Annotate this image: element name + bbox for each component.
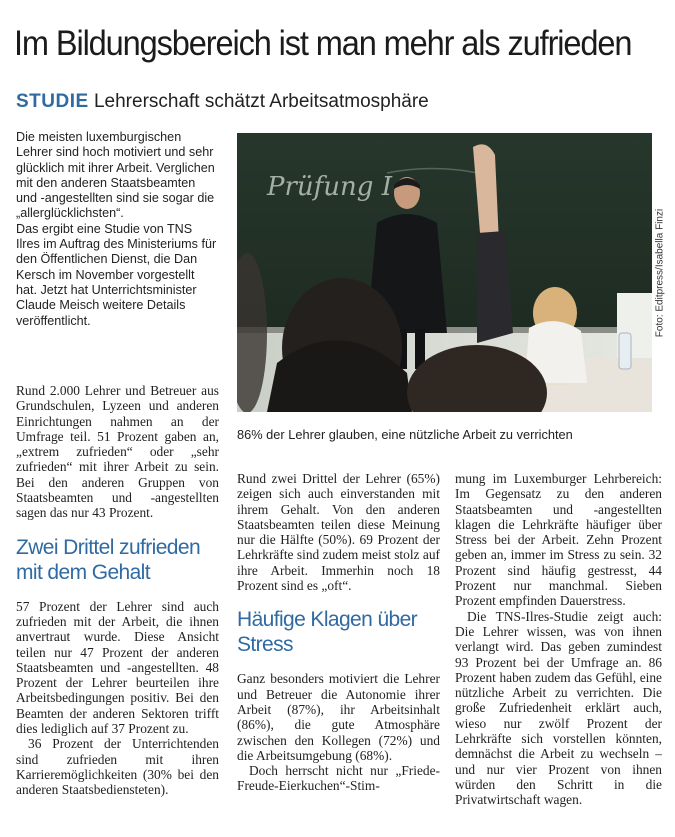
col1-paragraph-1: Rund 2.000 Lehrer und Betreuer aus Grundschulen, Lyzeen und anderen Einrichtungen nahmen an der Umfrage teil. 51 Prozent gaben an, „extrem zufrieden“ oder „sehr zufrieden“ mit ihrer Arbeit zu sein. Bei den anderen Gruppen von Staatsbeamten und -angestellten sagen das nur 43 Prozent. (16, 383, 219, 521)
col3-paragraph-2: Die TNS-Ilres-Studie zeigt auch: Die Lehrer wissen, was von ihnen verlangt wird. Das geben zumindest 93 Prozent bei der Umfrage an. 86 Prozent haben zudem das Gefühl, eine nützliche Arbeit zu verrichten. Die große Zufriedenheit erklärt auch, wieso nur zwölf Prozent der Lehrkräfte sich vorstellen könnten, demnächst die Arbeit zu wechseln – und nur vier Prozent von ihnen würden den Schritt in die Privatwirtschaft wagen. (455, 608, 662, 808)
column-3 (455, 471, 662, 808)
photo-credit-text: Foto: Editpress/Isabella Finzi (654, 208, 666, 338)
classroom-photo (237, 133, 652, 412)
col2-paragraph-1: Rund zwei Drittel der Lehrer (65%) zeigen sich auch einverstanden mit ihrem Gehalt. Von den anderen Staatsbeamten teilen diese Meinung nur die Hälfte (50%). 69 Prozent der Lehrkräfte sind zudem meist stolz auf ihre Arbeit. Immerhin noch 18 Prozent sind es „oft“. (237, 471, 440, 594)
col3-paragraph-1: mung im Luxemburger Lehrbereich: Im Gegensatz zu den anderen Staatsbeamten und -angestellten klagen die Lehrkräfte häufiger über Stress bei der Arbeit. Zehn Prozent geben an, immer im Stress zu sein. 32 Prozent sind häufig gestresst, 44 Prozent nur manchmal. Sieben Prozent empfinden Dauerstress. (455, 471, 662, 609)
col1-paragraph-3: 36 Prozent der Unterrichtenden sind zufrieden mit ihren Karrieremöglichkeiten (30% bei den anderen Staatsbediensteten). (16, 736, 219, 798)
subline-text: Lehrerschaft schätzt Arbeitsatmosphäre (93, 91, 429, 112)
headline: Im Bildungsbereich ist man mehr als zufrieden (14, 24, 632, 63)
col1-subhead: Zwei Drittel zufrieden mit dem Gehalt (16, 535, 201, 584)
classroom-illustration (237, 133, 652, 412)
col2-paragraph-3: Doch herrscht nicht nur „Friede-Freude-Eierkuchen“-Stim- (237, 763, 440, 794)
kicker: STUDIE (16, 91, 89, 112)
lead-text-2: Das ergibt eine Studie von TNS Ilres im Auftrag des Ministeriums für den Öffentlichen Dienst, die Dan Kersch im November vorgestellt hat. Jetzt hat Unterrichtsminister Claude Meisch weitere Details veröffentlicht. (16, 221, 217, 328)
photo-credit (652, 133, 668, 412)
col2-subhead: Häufige Klagen über Stress (237, 608, 418, 657)
column-1 (16, 383, 219, 798)
chalkboard-writing: Prüfung I (267, 172, 392, 202)
subline (16, 90, 429, 114)
column-2 (237, 471, 440, 794)
col1-paragraph-2: 57 Prozent der Lehrer sind auch zufrieden mit der Arbeit, die ihnen anvertraut wurde. Diese Ansicht teilen nur 47 Prozent der anderen Staatsbeamten und -angestellten. 48 Prozent der Lehrer beurteilen ihre Arbeitsbedingungen positiv. Bei den Beamten der anderen Sektoren trifft dies lediglich auf 37 Prozent zu. (16, 598, 219, 737)
col2-paragraph-2: Ganz besonders motiviert die Lehrer und Betreuer die Autonomie ihrer Arbeit (87%), ihr Arbeitsinhalt (86%), die gute Atmosphäre zwischen den Kollegen (72%) und die Arbeitsumgebung (68%). (237, 671, 440, 763)
lead-paragraph (16, 130, 218, 329)
photo-caption: 86% der Lehrer glauben, eine nützliche Arbeit zu verrichten (237, 427, 573, 442)
lead-text-1: Die meisten luxemburgischen Lehrer sind hoch motiviert und sehr glücklich mit ihrer Arbeit. Verglichen mit den anderen Staatsbeamten und -angestellten sind sie sogar die „allerglücklichsten“. (16, 130, 215, 221)
